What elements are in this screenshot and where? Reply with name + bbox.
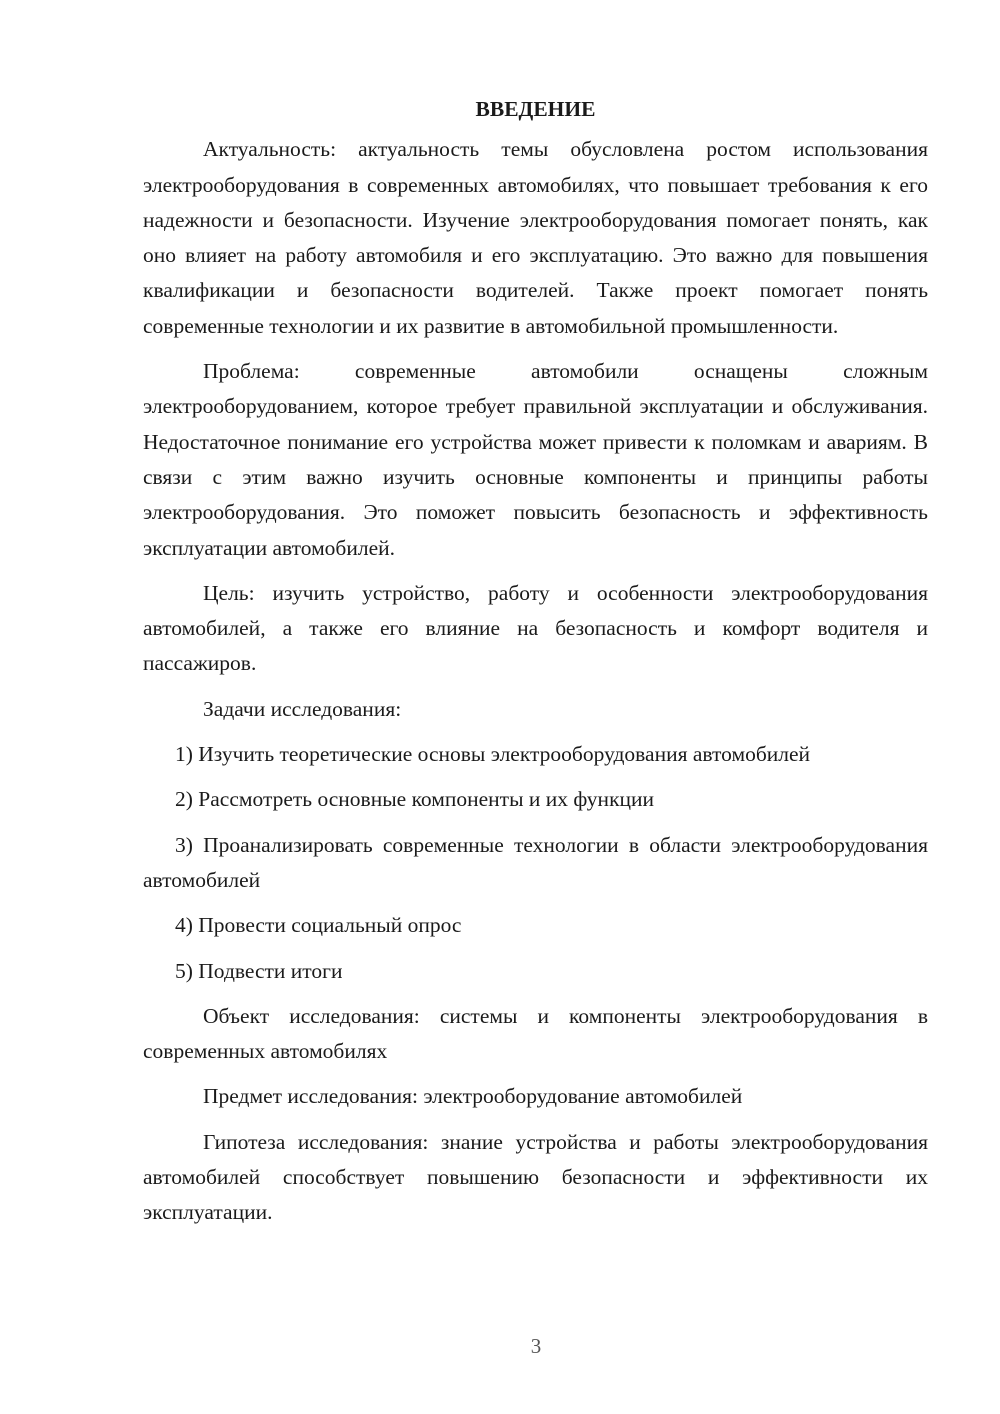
tasks-list: [143, 737, 928, 989]
page-number: 3: [530, 1334, 542, 1358]
list-item: 2) Рассмотреть основные компоненты и их функции: [175, 787, 655, 812]
document-page: [143, 92, 928, 1241]
subject-paragraph: Предмет исследования: электрооборудование автомобилей: [203, 1084, 743, 1109]
goal-paragraph: Цель: изучить устройство, работу и особенности электрооборудования автомобилей, а также его влияние на безопасность и комфорт водителя и пассажиров.: [143, 580, 928, 676]
relevance-paragraph: Актуальность: актуальность темы обусловлена ростом использования электрооборудования в современных автомобилях, что повышает требования к его надежности и безопасности. Изучение электрооборудования помогает понять, как оно влияет на работу автомобиля и его эксплуатацию. Это важно для повышения квалификации и безопасности водителей. Также проект помогает понять современные технологии и их развитие в автомобильной промышленности.: [143, 137, 928, 338]
problem-paragraph: Проблема: современные автомобили оснащены сложным электрооборудованием, которое требует правильной эксплуатации и обслуживания. Недостаточное понимание его устройства может привести к поломкам и авариям. В связи с этим важно изучить основные компоненты и принципы работы электрооборудования. Это поможет повысить безопасность и эффективность эксплуатации автомобилей.: [143, 359, 928, 560]
hypothesis-paragraph: Гипотеза исследования: знание устройства и работы электрооборудования автомобилей способствует повышению безопасности и эффективности их эксплуатации.: [143, 1129, 928, 1225]
list-item: 5) Подвести итоги: [175, 958, 343, 983]
object-paragraph: Объект исследования: системы и компоненты электрооборудования в современных автомобилях: [143, 1003, 928, 1064]
list-item: 1) Изучить теоретические основы электрооборудования автомобилей: [175, 742, 811, 767]
tasks-heading: Задачи исследования:: [203, 696, 402, 721]
list-item: 3) Проанализировать современные технологии в области электрооборудования автомобилей: [143, 832, 928, 892]
page-title: ВВЕДЕНИЕ: [475, 97, 596, 121]
list-item: 4) Провести социальный опрос: [175, 913, 462, 938]
